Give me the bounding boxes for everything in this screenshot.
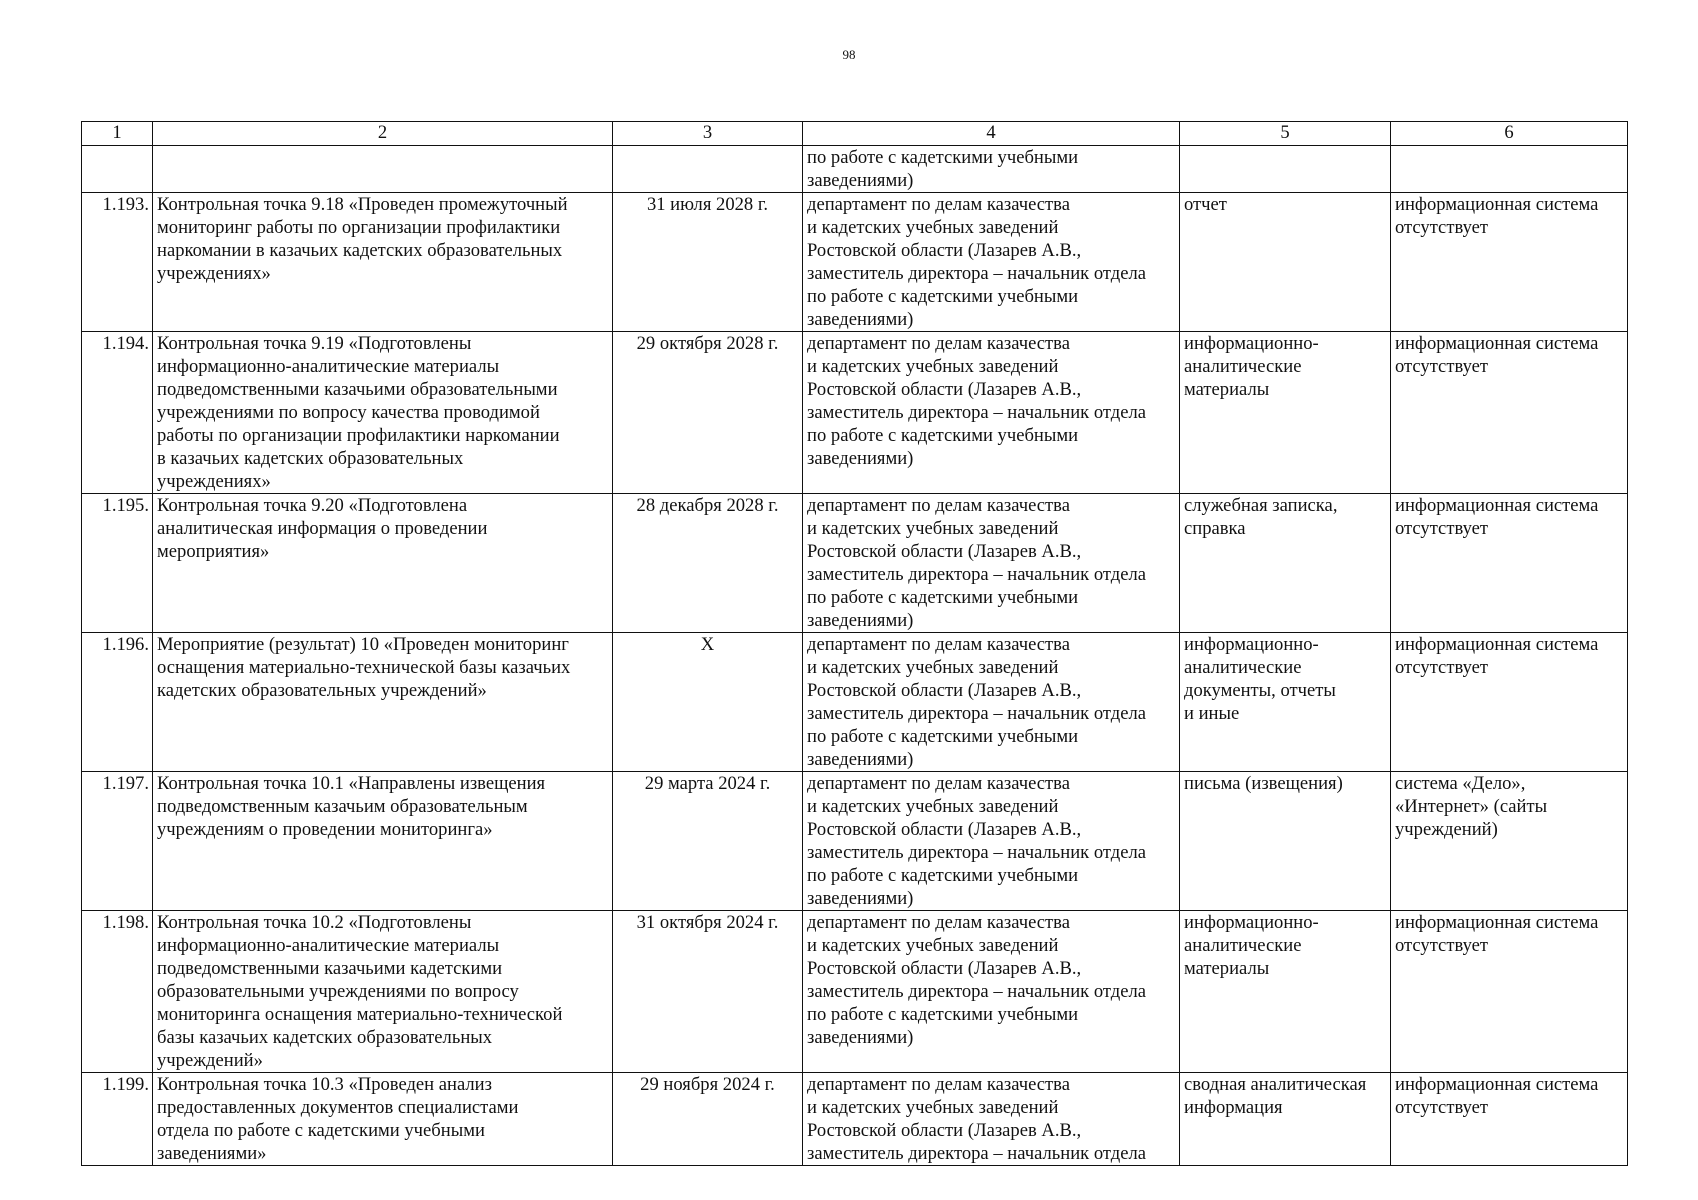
table-header-row xyxy=(82,122,1628,146)
responsible: департамент по делам казачества и кадетских учебных заведений Ростовской области (Лазарев А.В., заместитель директора – начальник отдела xyxy=(803,1073,1180,1166)
column-header: 6 xyxy=(1391,122,1628,146)
document-type: информационно- аналитические материалы xyxy=(1180,332,1391,494)
item-name: Контрольная точка 9.19 «Подготовлены информационно-аналитические материалы подведомственными казачьими образовательными учреждениями по вопросу качества проводимой работы по организации профилактики наркомании в казачьих кадетских образовательных учреждениях» xyxy=(153,332,613,494)
document-type: информационно- аналитические материалы xyxy=(1180,911,1391,1073)
responsible: департамент по делам казачества и кадетских учебных заведений Ростовской области (Лазарев А.В., заместитель директора – начальник отдела по работе с кадетскими учебными заведениями) xyxy=(803,772,1180,911)
row-number: 1.195. xyxy=(82,494,153,633)
responsible: департамент по делам казачества и кадетских учебных заведений Ростовской области (Лазарев А.В., заместитель директора – начальник отдела по работе с кадетскими учебными заведениями) xyxy=(803,633,1180,772)
table-row xyxy=(82,332,1628,494)
info-system: информационная система отсутствует xyxy=(1391,193,1628,332)
row-number: 1.196. xyxy=(82,633,153,772)
table-row xyxy=(82,911,1628,1073)
due-date: 29 марта 2024 г. xyxy=(613,772,803,911)
item-name: Контрольная точка 10.1 «Направлены извещения подведомственным казачьим образовательным учреждениям о проведении мониторинга» xyxy=(153,772,613,911)
item-name: Контрольная точка 10.3 «Проведен анализ предоставленных документов специалистами отдела по работе с кадетскими учебными заведениями» xyxy=(153,1073,613,1166)
column-header: 2 xyxy=(153,122,613,146)
table-row xyxy=(82,1073,1628,1166)
due-date: 29 октября 2028 г. xyxy=(613,332,803,494)
due-date: 28 декабря 2028 г. xyxy=(613,494,803,633)
row-number: 1.193. xyxy=(82,193,153,332)
info-system: информационная система отсутствует xyxy=(1391,633,1628,772)
info-system: система «Дело», «Интернет» (сайты учреждений) xyxy=(1391,772,1628,911)
document-type: сводная аналитическая информация xyxy=(1180,1073,1391,1166)
column-header: 1 xyxy=(82,122,153,146)
info-system: информационная система отсутствует xyxy=(1391,911,1628,1073)
document-type: письма (извещения) xyxy=(1180,772,1391,911)
column-header: 5 xyxy=(1180,122,1391,146)
item-name: Контрольная точка 9.18 «Проведен промежуточный мониторинг работы по организации профилактики наркомании в казачьих кадетских образовательных учреждениях» xyxy=(153,193,613,332)
document-type: отчет xyxy=(1180,193,1391,332)
item-name: Контрольная точка 9.20 «Подготовлена аналитическая информация о проведении мероприятия» xyxy=(153,494,613,633)
info-system: информационная система отсутствует xyxy=(1391,332,1628,494)
table-row xyxy=(82,146,1628,193)
table-row xyxy=(82,494,1628,633)
row-number: 1.198. xyxy=(82,911,153,1073)
row-number xyxy=(82,146,153,193)
responsible: департамент по делам казачества и кадетских учебных заведений Ростовской области (Лазарев А.В., заместитель директора – начальник отдела по работе с кадетскими учебными заведениями) xyxy=(803,494,1180,633)
due-date xyxy=(613,146,803,193)
info-system xyxy=(1391,146,1628,193)
column-header: 3 xyxy=(613,122,803,146)
page-number: 98 xyxy=(842,47,856,62)
row-number: 1.197. xyxy=(82,772,153,911)
due-date: 29 ноября 2024 г. xyxy=(613,1073,803,1166)
table-row xyxy=(82,772,1628,911)
info-system: информационная система отсутствует xyxy=(1391,1073,1628,1166)
responsible: департамент по делам казачества и кадетских учебных заведений Ростовской области (Лазарев А.В., заместитель директора – начальник отдела по работе с кадетскими учебными заведениями) xyxy=(803,332,1180,494)
control-points-table xyxy=(81,121,1628,1166)
column-header: 4 xyxy=(803,122,1180,146)
table-row xyxy=(82,633,1628,772)
row-number: 1.199. xyxy=(82,1073,153,1166)
due-date: X xyxy=(613,633,803,772)
due-date: 31 июля 2028 г. xyxy=(613,193,803,332)
item-name: Контрольная точка 10.2 «Подготовлены информационно-аналитические материалы подведомственными казачьими кадетскими образовательными учреждениями по вопросу мониторинга оснащения материально-технической базы казачьих кадетских образовательных учреждений» xyxy=(153,911,613,1073)
due-date: 31 октября 2024 г. xyxy=(613,911,803,1073)
responsible: по работе с кадетскими учебными заведениями) xyxy=(803,146,1180,193)
responsible: департамент по делам казачества и кадетских учебных заведений Ростовской области (Лазарев А.В., заместитель директора – начальник отдела по работе с кадетскими учебными заведениями) xyxy=(803,911,1180,1073)
item-name xyxy=(153,146,613,193)
responsible: департамент по делам казачества и кадетских учебных заведений Ростовской области (Лазарев А.В., заместитель директора – начальник отдела по работе с кадетскими учебными заведениями) xyxy=(803,193,1180,332)
table-row xyxy=(82,193,1628,332)
document-type: информационно- аналитические документы, отчеты и иные xyxy=(1180,633,1391,772)
info-system: информационная система отсутствует xyxy=(1391,494,1628,633)
item-name: Мероприятие (результат) 10 «Проведен мониторинг оснащения материально-технической базы казачьих кадетских образовательных учреждений» xyxy=(153,633,613,772)
row-number: 1.194. xyxy=(82,332,153,494)
document-type xyxy=(1180,146,1391,193)
document-type: служебная записка, справка xyxy=(1180,494,1391,633)
